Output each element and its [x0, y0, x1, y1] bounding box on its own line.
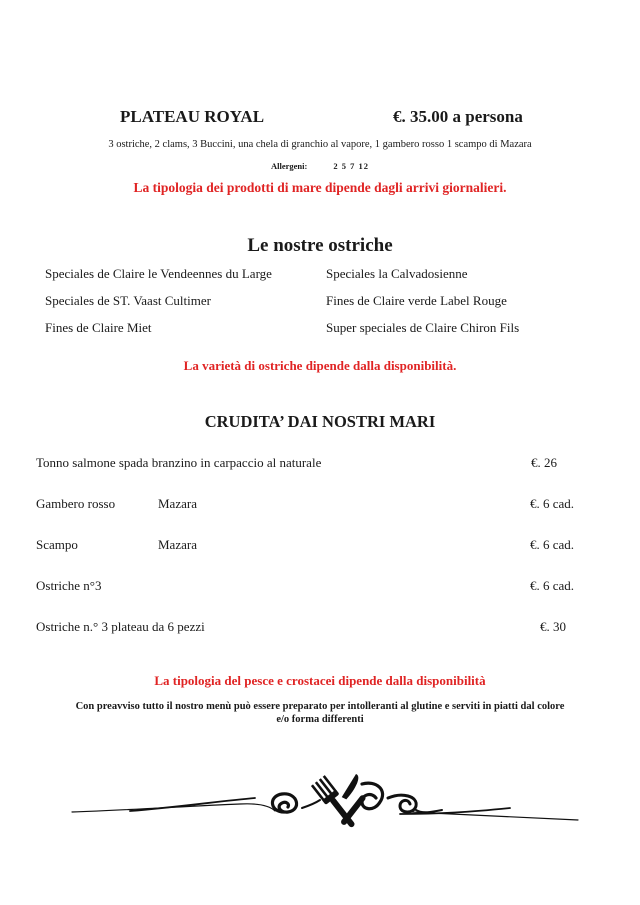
- fish-availability-note: La tipologia del pesce e crostacei dipende dalla disponibilità: [154, 673, 486, 688]
- crudita-item-price: €. 30: [540, 619, 566, 634]
- allergens-line: [0, 161, 640, 171]
- crudita-item-origin: Mazara: [158, 496, 197, 511]
- oyster-item: Speciales la Calvadosienne: [326, 266, 468, 281]
- allergens-values: 2 5 7 12: [333, 161, 369, 171]
- intolerance-note: Con preavviso tutto il nostro menù può essere preparato per intolleranti al glutine e serviti in piatti dal colore e/o forma differenti: [75, 701, 565, 725]
- crudita-item-name: Gambero rosso: [36, 496, 116, 511]
- crudita-item-name: Scampo: [36, 537, 78, 552]
- oyster-availability-note: La varietà di ostriche dipende dalla disponibilità.: [183, 358, 457, 373]
- crudita-item-price: €. 6 cad.: [530, 496, 575, 511]
- crudita-item-name: Tonno salmone spada branzino in carpaccio al naturale: [36, 455, 322, 470]
- plateau-description: 3 ostriche, 2 clams, 3 Buccini, una chela di granchio al vapore, 1 gambero rosso 1 scampo di Mazara: [108, 139, 532, 150]
- allergens-label: Allergeni:: [271, 161, 308, 171]
- plateau-price: €. 35.00 a persona: [393, 107, 523, 126]
- oyster-item: Speciales de ST. Vaast Cultimer: [45, 293, 211, 308]
- oysters-title: Le nostre ostriche: [247, 235, 393, 256]
- crudita-item-origin: Mazara: [158, 537, 197, 552]
- crudita-item-name: Ostriche n°3: [36, 578, 102, 593]
- oyster-item: Speciales de Claire le Vendeennes du Large: [45, 266, 272, 281]
- oyster-item: Fines de Claire verde Label Rouge: [326, 293, 507, 308]
- crudita-item-price: €. 6 cad.: [530, 578, 575, 593]
- crudita-item-price: €. 6 cad.: [530, 537, 575, 552]
- crudita-item-price: €. 26: [531, 455, 557, 470]
- plateau-title: PLATEAU ROYAL: [120, 107, 265, 126]
- oyster-item: Super speciales de Claire Chiron Fils: [326, 320, 520, 335]
- oyster-item: Fines de Claire Miet: [45, 320, 152, 335]
- crudita-title: CRUDITA’ DAI NOSTRI MARI: [204, 412, 436, 431]
- fork-knife-flourish-icon: [70, 770, 580, 840]
- crudita-item-name: Ostriche n.° 3 plateau da 6 pezzi: [36, 619, 205, 634]
- seafood-arrivals-note: La tipologia dei prodotti di mare dipende dagli arrivi giornalieri.: [133, 180, 507, 195]
